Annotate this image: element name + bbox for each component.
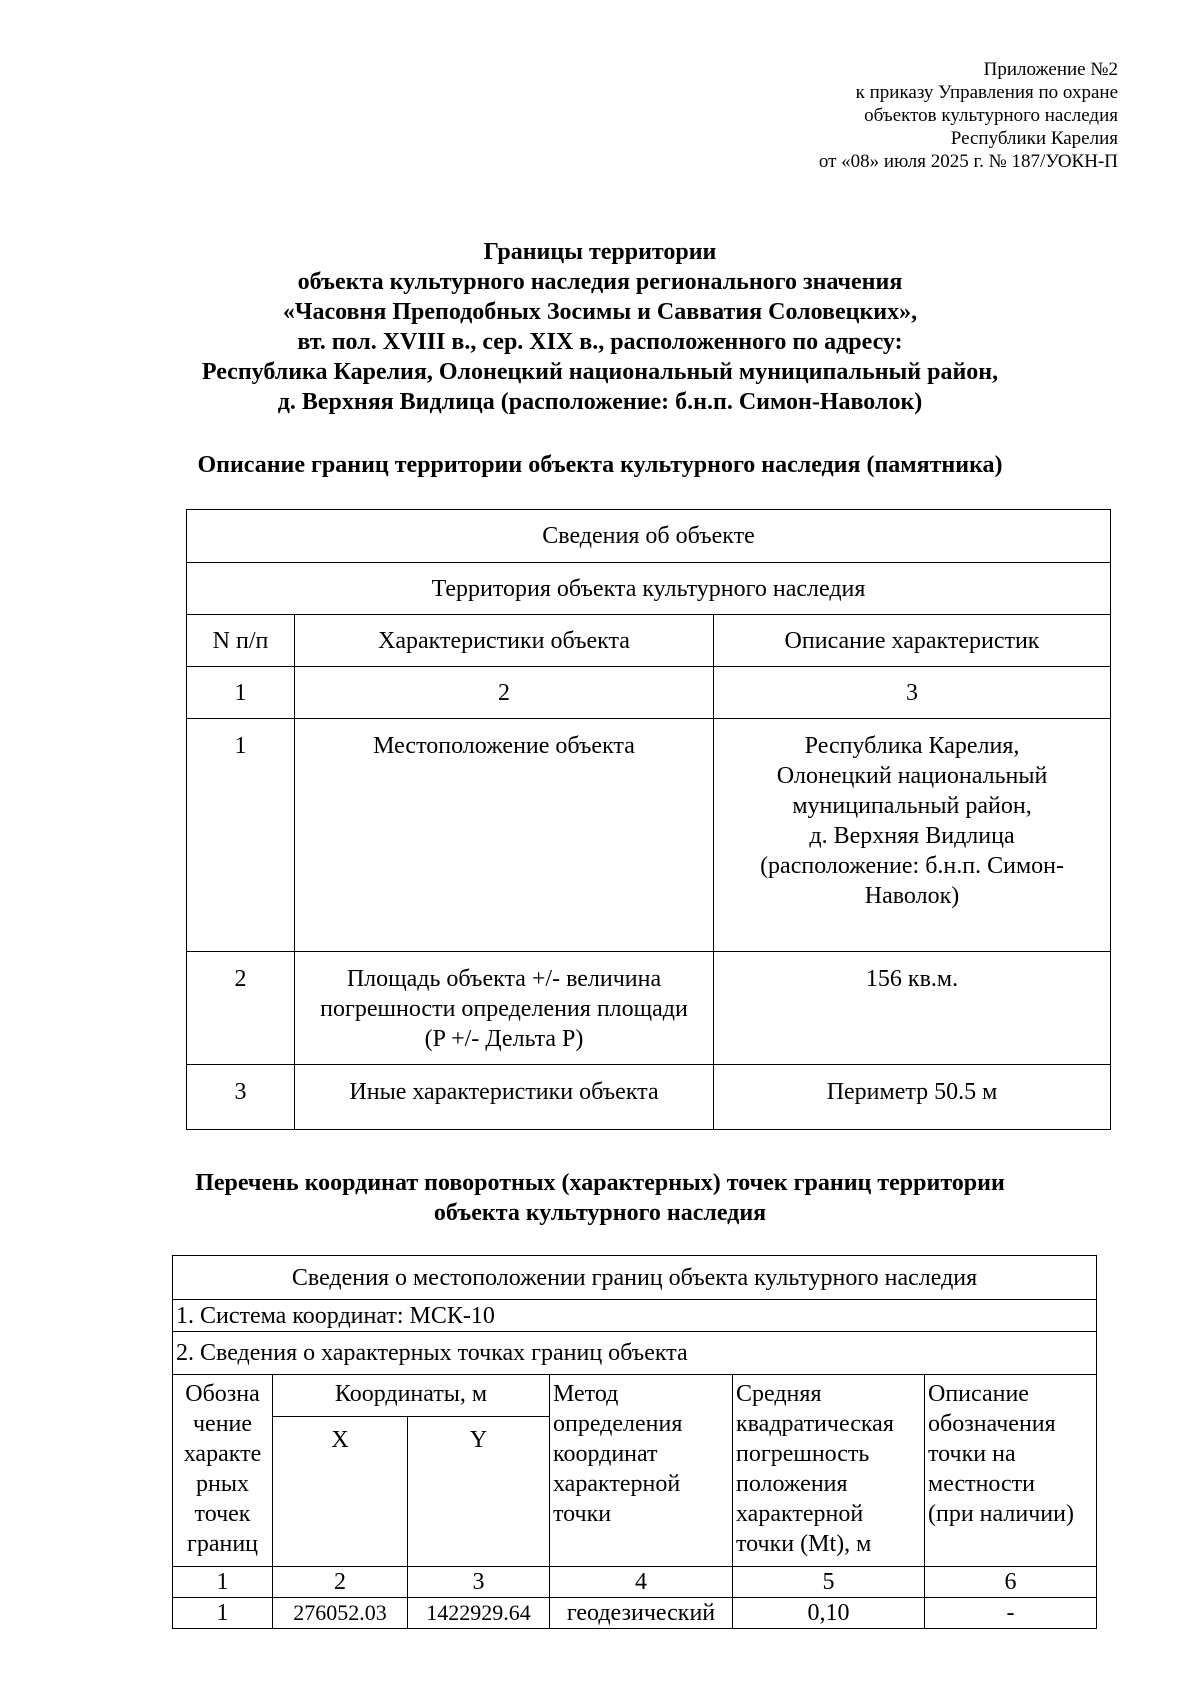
header-line: квадратическая <box>736 1411 894 1437</box>
column-header-point-description <box>925 1375 1097 1567</box>
column-header-description: Описание характеристик <box>714 615 1111 667</box>
column-number: 3 <box>714 667 1111 719</box>
column-header-coordinates: Координаты, м <box>273 1375 550 1417</box>
column-number: 1 <box>187 667 295 719</box>
section2-heading <box>0 1168 1200 1228</box>
row-num: 3 <box>187 1065 295 1130</box>
row-description: Периметр 50.5 м <box>714 1065 1111 1130</box>
annex-line: Приложение №2 <box>983 59 1118 80</box>
header-line: характерной <box>553 1471 681 1497</box>
title-line: Республика Карелия, Олонецкий национальный муниципальный район, <box>201 359 999 385</box>
annex-line: к приказу Управления по охране <box>855 82 1118 103</box>
header-line: Обозна <box>185 1381 260 1407</box>
point-method: геодезический <box>550 1598 733 1629</box>
title-line: д. Верхняя Видлица (расположение: б.н.п. Симон-Наволок) <box>277 389 923 415</box>
annex-header <box>819 58 1118 173</box>
header-line: обозначения <box>928 1411 1056 1437</box>
column-header-num: N п/п <box>187 615 295 667</box>
description-line: (расположение: б.н.п. Симон- <box>760 853 1064 879</box>
point-y: 1422929.64 <box>408 1598 550 1629</box>
column-number: 5 <box>733 1567 925 1598</box>
row-characteristic: Местоположение объекта <box>295 719 714 952</box>
header-line: местности <box>928 1471 1036 1497</box>
column-number: 2 <box>295 667 714 719</box>
description-line: Олонецкий национальный <box>776 763 1048 789</box>
header-line: характе <box>183 1441 262 1467</box>
header-line: погрешность <box>736 1441 870 1467</box>
annex-line: от «08» июля 2025 г. № 187/УОКН-П <box>818 151 1118 172</box>
column-header-designation <box>173 1375 273 1567</box>
annex-line: объектов культурного наследия <box>864 105 1118 126</box>
row-characteristic <box>295 952 714 1065</box>
object-info-table <box>186 509 1111 1130</box>
coordinate-system: 1. Система координат: МСК-10 <box>173 1300 1097 1332</box>
description-line: д. Верхняя Видлица <box>809 823 1015 849</box>
header-line: характерной <box>736 1501 864 1527</box>
column-header-characteristic: Характеристики объекта <box>295 615 714 667</box>
header-line: (при наличии) <box>928 1501 1074 1527</box>
column-header-error <box>733 1375 925 1567</box>
row-num: 1 <box>187 719 295 952</box>
table-row <box>173 1598 1097 1629</box>
title-line: вт. пол. XVIII в., сер. XIX в., расположенного по адресу: <box>297 329 903 355</box>
header-line: рных <box>196 1471 249 1497</box>
document-title <box>0 237 1200 417</box>
header-line: Описание <box>928 1381 1029 1407</box>
column-number: 6 <box>925 1567 1097 1598</box>
column-number: 4 <box>550 1567 733 1598</box>
point-designation: 1 <box>173 1598 273 1629</box>
points-title: 2. Сведения о характерных точках границ объекта <box>173 1332 1097 1375</box>
row-num: 2 <box>187 952 295 1065</box>
header-line: границ <box>186 1531 259 1557</box>
description-line: Республика Карелия, <box>804 733 1020 759</box>
table-header-object-info: Сведения об объекте <box>187 510 1111 563</box>
table-row <box>187 1065 1111 1130</box>
header-line: определения <box>553 1411 683 1437</box>
header-line: точки <box>553 1501 612 1527</box>
description-line: Наволок) <box>864 883 960 909</box>
header-line: чение <box>192 1411 253 1437</box>
table-row <box>187 719 1111 952</box>
table-row <box>187 952 1111 1065</box>
coordinates-table <box>172 1255 1097 1629</box>
column-header-method <box>550 1375 733 1567</box>
header-line: точек <box>194 1501 251 1527</box>
column-number: 1 <box>173 1567 273 1598</box>
point-description: - <box>925 1598 1097 1629</box>
point-error: 0,10 <box>733 1598 925 1629</box>
characteristic-line: Площадь объекта +/- величина <box>346 966 662 992</box>
heading-line: объекта культурного наследия <box>433 1200 767 1226</box>
header-line: координат <box>553 1441 658 1467</box>
row-description: 156 кв.м. <box>714 952 1111 1065</box>
section1-heading: Описание границ территории объекта культурного наследия (памятника) <box>197 452 1003 478</box>
point-x: 276052.03 <box>273 1598 408 1629</box>
column-header-y: Y <box>408 1417 550 1567</box>
title-line: «Часовня Преподобных Зосимы и Савватия Соловецких», <box>282 299 918 325</box>
row-description <box>714 719 1111 952</box>
header-line: положения <box>736 1471 848 1497</box>
annex-line: Республики Карелия <box>950 128 1118 149</box>
characteristic-line: (P +/- Дельта P) <box>424 1026 584 1052</box>
column-header-x: X <box>273 1417 408 1567</box>
header-line: Средняя <box>736 1381 822 1407</box>
row-characteristic: Иные характеристики объекта <box>295 1065 714 1130</box>
title-line: Границы территории <box>483 239 717 265</box>
heading-line: Перечень координат поворотных (характерных) точек границ территории <box>195 1170 1005 1196</box>
column-number: 2 <box>273 1567 408 1598</box>
title-line: объекта культурного наследия регионального значения <box>297 269 903 295</box>
header-line: Метод <box>553 1381 619 1407</box>
characteristic-line: погрешности определения площади <box>320 996 688 1022</box>
description-line: муниципальный район, <box>792 793 1032 819</box>
header-line: точки (Mt), м <box>736 1531 872 1557</box>
table-header-territory: Территория объекта культурного наследия <box>187 563 1111 615</box>
table-header-location: Сведения о местоположении границ объекта культурного наследия <box>173 1256 1097 1300</box>
header-line: точки на <box>928 1441 1016 1467</box>
column-number: 3 <box>408 1567 550 1598</box>
